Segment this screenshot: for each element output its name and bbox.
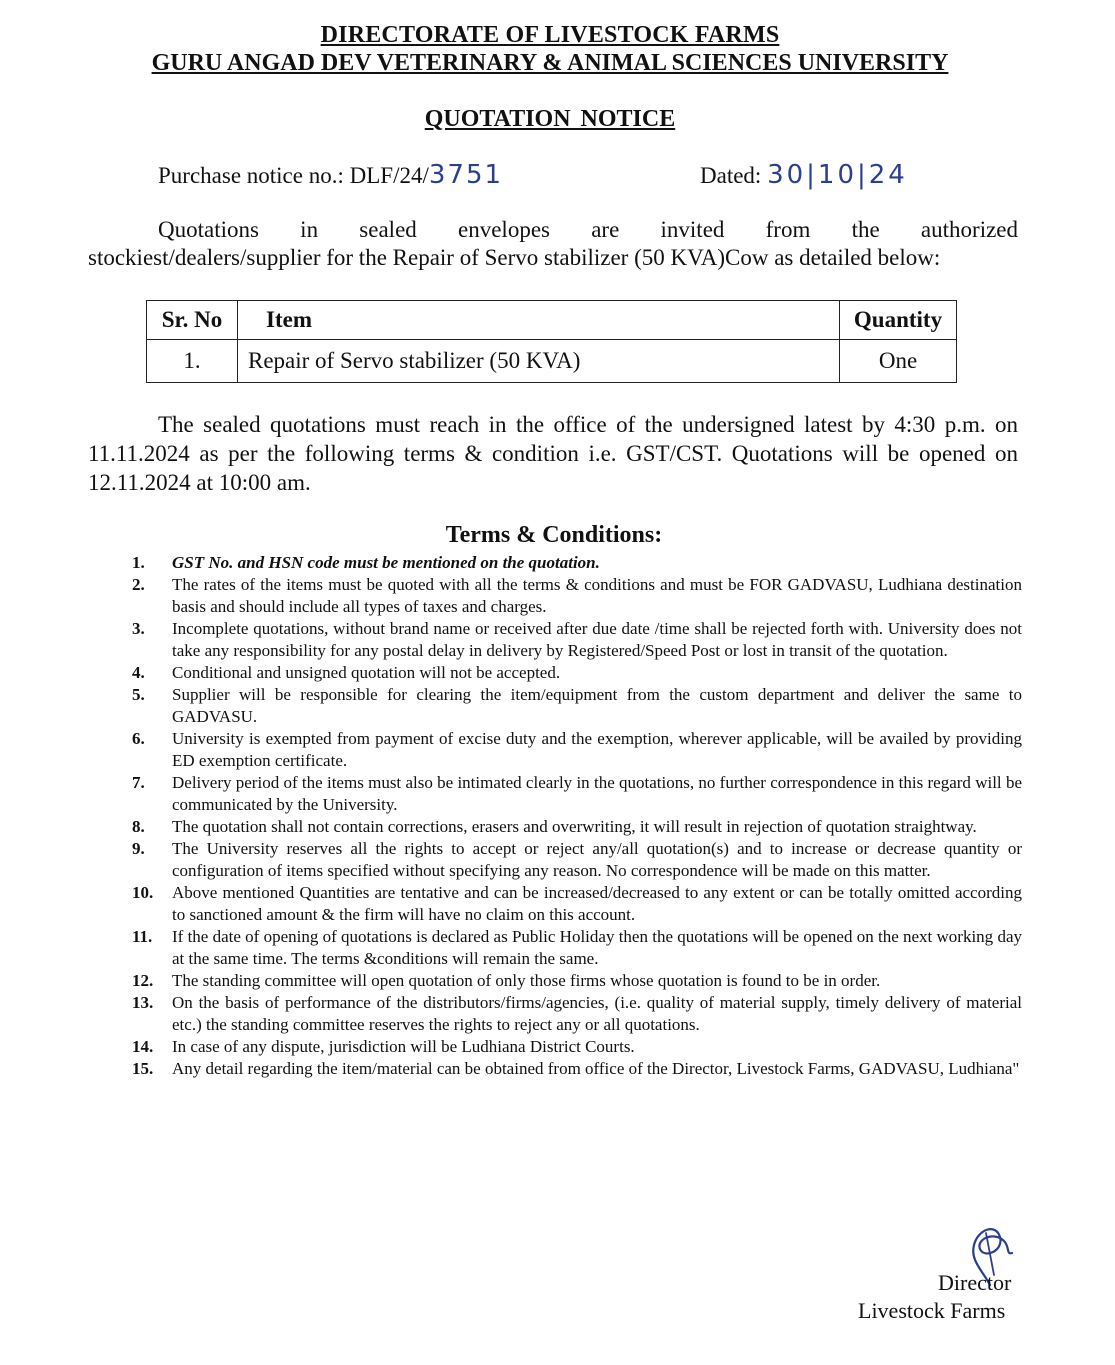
submission-paragraph: [88, 410, 1018, 497]
list-item: [132, 662, 1022, 684]
term-number: 14.: [132, 1037, 154, 1056]
list-item: [132, 926, 1022, 970]
term-number: 5.: [132, 685, 145, 704]
submission-line-1: The sealed quotations must reach in the office of the undersigned latest by 4:30 p.m. on: [158, 412, 1018, 437]
header-directorate: DIRECTORATE OF LIVESTOCK FARMS: [320, 22, 780, 48]
terms-list: [132, 552, 1022, 1080]
purchase-notice-handwritten-number: 3751: [428, 160, 504, 190]
list-item: [132, 992, 1022, 1036]
list-item: [132, 1036, 1022, 1058]
term-text: The University reserves all the rights to accept or reject any/all quotation(s) and to increase or decrease quantity or configuration of items specified without specifying any reason. No correspondence will be made on this matter.: [172, 839, 1022, 880]
intro-paragraph: [88, 216, 1018, 272]
cell-sr-no: 1.: [147, 340, 238, 383]
signatory-office: Livestock Farms: [858, 1298, 1006, 1323]
term-number: 9.: [132, 839, 145, 858]
term-text: Incomplete quotations, without brand name or received after due date /time shall be rejected forth with. University does not take any responsibility for any postal delay in delivery by Registered/Speed Post or lost in transit of the quotation.: [172, 619, 1022, 660]
submission-line-3: 12.11.2024 at 10:00 am.: [88, 470, 311, 495]
list-item: [132, 618, 1022, 662]
table-header-row: [147, 301, 957, 340]
column-header-item: Item: [238, 301, 840, 340]
list-item: [132, 882, 1022, 926]
term-number: 1.: [132, 553, 145, 572]
items-table: [146, 300, 957, 383]
list-item: [132, 816, 1022, 838]
term-number: 2.: [132, 575, 145, 594]
purchase-notice-number: [158, 160, 503, 190]
term-text: Above mentioned Quantities are tentative and can be increased/decreased to any extent or can be totally omitted according to sanctioned amount & the firm will have no claim on this account.: [172, 883, 1022, 924]
term-number: 15.: [132, 1059, 154, 1078]
term-text: The standing committee will open quotation of only those firms whose quotation is found to be in order.: [172, 971, 881, 990]
dated-handwritten-value: 30|10|24: [767, 160, 908, 190]
submission-line-2: 11.11.2024 as per the following terms & condition i.e. GST/CST. Quotations will be opened on: [88, 441, 1018, 466]
column-header-quantity: Quantity: [840, 301, 957, 340]
list-item: [132, 552, 1022, 574]
list-item: [132, 684, 1022, 728]
intro-line-2: stockiest/dealers/supplier for the Repair of Servo stabilizer (50 KVA)Cow as detailed below:: [88, 245, 941, 270]
term-text: Delivery period of the items must also be intimated clearly in the quotations, no further correspondence in this regard will be communicated by the University.: [172, 773, 1022, 814]
term-text: In case of any dispute, jurisdiction will be Ludhiana District Courts.: [172, 1037, 635, 1056]
term-number: 12.: [132, 971, 154, 990]
term-text: Supplier will be responsible for clearing the item/equipment from the custom department and deliver the same to GADVASU.: [172, 685, 1022, 726]
term-text: Conditional and unsigned quotation will not be accepted.: [172, 663, 561, 682]
table-row: [147, 340, 957, 383]
list-item: [132, 772, 1022, 816]
term-number: 6.: [132, 729, 145, 748]
term-number: 7.: [132, 773, 145, 792]
term-number: 11.: [132, 927, 153, 946]
list-item: [132, 838, 1022, 882]
term-text: If the date of opening of quotations is declared as Public Holiday then the quotations will be opened on the next working day at the same time. The terms &conditions will remain the same.: [172, 927, 1022, 968]
list-item: [132, 574, 1022, 618]
cell-quantity: One: [840, 340, 957, 383]
signatory-title: Director: [938, 1270, 1012, 1295]
term-text: The rates of the items must be quoted with all the terms & conditions and must be FOR GADVASU, Ludhiana destination basis and should include all types of taxes and charges.: [172, 575, 1022, 616]
notice-date: [700, 160, 908, 190]
page-title: QUOTATION NOTICE: [424, 106, 676, 132]
intro-line-1: Quotations in sealed envelopes are invited from the authorized: [158, 217, 1018, 242]
term-number: 3.: [132, 619, 145, 638]
cell-item: Repair of Servo stabilizer (50 KVA): [238, 340, 840, 383]
term-text: Any detail regarding the item/material can be obtained from office of the Director, Livestock Farms, GADVASU, Ludhiana": [172, 1059, 1020, 1078]
term-number: 4.: [132, 663, 145, 682]
list-item: [132, 1058, 1022, 1080]
term-text: On the basis of performance of the distributors/firms/agencies, (i.e. quality of material supply, timely delivery of material etc.) the standing committee reserves the rights to reject any or all quotations.: [172, 993, 1022, 1034]
term-number: 8.: [132, 817, 145, 836]
terms-heading: Terms & Conditions:: [445, 522, 663, 548]
term-text: The quotation shall not contain corrections, erasers and overwriting, it will result in rejection of quotation straightway.: [172, 817, 977, 836]
list-item: [132, 728, 1022, 772]
column-header-sr-no: Sr. No: [147, 301, 238, 340]
list-item: [132, 970, 1022, 992]
term-number: 13.: [132, 993, 154, 1012]
term-text: University is exempted from payment of excise duty and the exemption, wherever applicable, will be availed by providing ED exemption certificate.: [172, 729, 1022, 770]
term-number: 10.: [132, 883, 154, 902]
dated-label: Dated:: [700, 163, 762, 188]
header-university: GURU ANGAD DEV VETERINARY & ANIMAL SCIENCES UNIVERSITY: [151, 50, 949, 76]
term-text: GST No. and HSN code must be mentioned on the quotation.: [172, 553, 600, 572]
purchase-notice-label: Purchase notice no.: DLF/24/: [158, 163, 429, 188]
